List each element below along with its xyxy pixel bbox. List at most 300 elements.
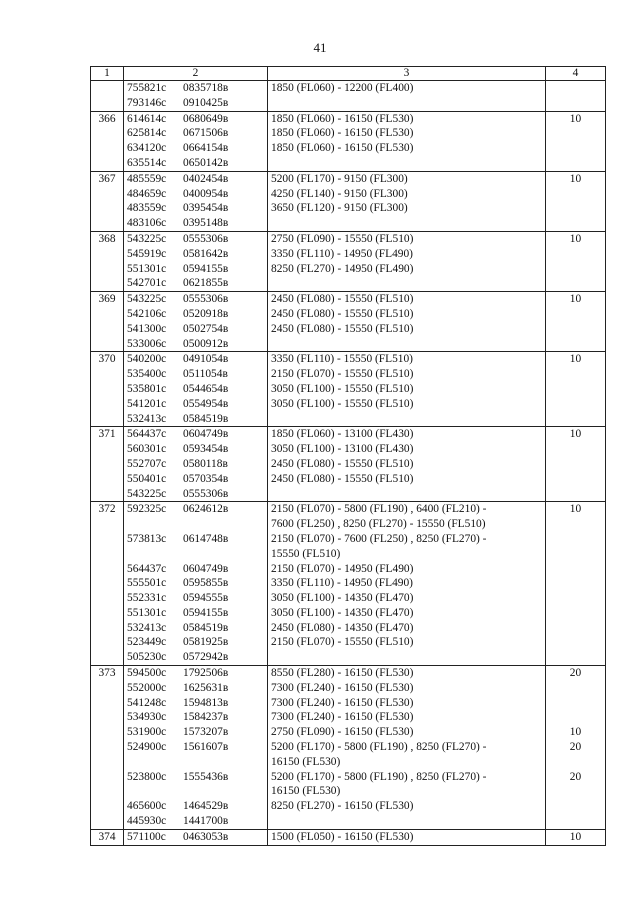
table-row (91, 427, 606, 502)
latitude: 594500с (127, 667, 167, 680)
altitude-range-cell (268, 171, 546, 231)
coordinate-line (127, 307, 264, 322)
altitude-range: 1850 (FL060) - 13100 (FL430) (271, 428, 414, 441)
header-cell-2: 2 (124, 67, 268, 81)
altitude-range: 3350 (FL110) - 15550 (FL510) (271, 353, 413, 366)
altitude-range (271, 216, 542, 231)
header-cell-1: 1 (91, 67, 124, 81)
value (549, 799, 602, 814)
value (549, 367, 602, 382)
longitude: 0584519в (183, 621, 229, 634)
coordinate-line (127, 262, 264, 277)
longitude: 0594555в (183, 592, 229, 605)
altitude-range (271, 412, 542, 427)
coordinates-cell (124, 829, 268, 845)
latitude: 614614с (127, 112, 167, 125)
altitude-range: 2450 (FL080) - 15550 (FL510) (271, 307, 414, 320)
value-cell (546, 292, 606, 352)
latitude: 592325с (127, 503, 167, 516)
latitude: 523449с (127, 636, 167, 649)
altitude-range: 15550 (FL510) (271, 547, 341, 560)
row-number-cell: 374 (91, 829, 124, 845)
latitude: 542701с (127, 277, 167, 290)
value (549, 307, 602, 322)
altitude-range: 5200 (FL170) - 5800 (FL190) , 8250 (FL270) - (271, 770, 487, 783)
altitude-range: 2450 (FL080) - 15550 (FL510) (271, 457, 414, 470)
longitude: 0555306в (183, 293, 229, 306)
value-cell (546, 352, 606, 427)
longitude: 0395148в (183, 217, 229, 230)
row-number-cell: 366 (91, 111, 124, 171)
latitude: 445930с (127, 815, 167, 828)
coordinate-line (127, 442, 264, 457)
altitude-range-cell (268, 292, 546, 352)
latitude: 555501с (127, 577, 167, 590)
latitude: 573813с (127, 532, 167, 545)
latitude: 543225с (127, 293, 167, 306)
altitude-range: 7300 (FL240) - 16150 (FL530) (271, 681, 414, 694)
table-row (91, 81, 606, 112)
value (549, 650, 602, 665)
altitude-range-cell (268, 352, 546, 427)
latitude: 793146с (127, 96, 167, 109)
value-cell (546, 427, 606, 502)
coordinate-line (127, 517, 264, 532)
table-row (91, 666, 606, 830)
latitude: 550401с (127, 472, 167, 485)
longitude: 1584237в (183, 711, 229, 724)
longitude: 0835718в (183, 82, 229, 94)
coordinate-line (127, 666, 264, 681)
value (549, 621, 602, 636)
latitude: 535801с (127, 382, 167, 395)
table-row (91, 352, 606, 427)
altitude-range (271, 650, 542, 665)
value-cell (546, 171, 606, 231)
longitude: 0621855в (183, 277, 229, 290)
altitude-range: 2450 (FL080) - 14350 (FL470) (271, 621, 414, 634)
value-cell (546, 829, 606, 845)
longitude: 0624612в (183, 503, 229, 516)
row-number-cell: 370 (91, 352, 124, 427)
table-row (91, 171, 606, 231)
value (549, 576, 602, 591)
coordinate-line (127, 472, 264, 487)
altitude-range: 2150 (FL070) - 15550 (FL510) (271, 368, 414, 381)
coordinate-line (127, 650, 264, 665)
longitude: 0554954в (183, 397, 229, 410)
longitude: 0594155в (183, 262, 229, 275)
altitude-range (271, 814, 542, 829)
latitude: 542106с (127, 307, 167, 320)
longitude: 1561607в (183, 741, 229, 754)
latitude: 541248с (127, 696, 167, 709)
latitude: 541300с (127, 322, 167, 335)
coordinate-line (127, 367, 264, 382)
coordinates-cell (124, 231, 268, 291)
latitude: 523800с (127, 770, 167, 783)
altitude-range: 5200 (FL170) - 5800 (FL190) , 8250 (FL270) - (271, 741, 487, 754)
latitude: 483106с (127, 217, 167, 230)
row-number-cell: 369 (91, 292, 124, 352)
longitude: 1464529в (183, 800, 229, 813)
coordinate-line (127, 784, 264, 799)
coordinate-line (127, 126, 264, 141)
coordinates-cell (124, 81, 268, 112)
longitude: 0502754в (183, 322, 229, 335)
coordinate-line (127, 172, 264, 187)
longitude: 1625631в (183, 681, 229, 694)
longitude: 0580118в (183, 457, 228, 470)
row-number-cell: 367 (91, 171, 124, 231)
coordinate-line (127, 156, 264, 171)
altitude-range: 3050 (FL100) - 15550 (FL510) (271, 397, 414, 410)
value (549, 814, 602, 829)
value: 10 (569, 293, 582, 306)
value: 10 (569, 503, 582, 516)
coordinate-line (127, 247, 264, 262)
altitude-range: 7300 (FL240) - 16150 (FL530) (271, 711, 414, 724)
altitude-range-cell (268, 427, 546, 502)
longitude: 0581642в (183, 247, 229, 260)
coordinate-line (127, 502, 264, 517)
latitude: 634120с (127, 142, 167, 155)
altitude-range-cell (268, 502, 546, 666)
altitude-range-cell (268, 829, 546, 845)
value (549, 141, 602, 156)
value (549, 126, 602, 141)
longitude: 0671506в (183, 127, 229, 140)
latitude: 483559с (127, 202, 167, 215)
longitude: 1792506в (183, 667, 229, 680)
coordinate-line (127, 201, 264, 216)
latitude: 755821с (127, 82, 167, 94)
coordinate-line (127, 141, 264, 156)
latitude: 560301с (127, 443, 167, 456)
latitude: 505230с (127, 651, 167, 664)
altitude-range: 3050 (FL100) - 14350 (FL470) (271, 606, 414, 619)
latitude: 532413с (127, 412, 167, 425)
altitude-range: 2450 (FL080) - 15550 (FL510) (271, 293, 414, 306)
longitude: 0402454в (183, 172, 229, 185)
altitude-range: 3050 (FL100) - 15550 (FL510) (271, 382, 414, 395)
coordinate-line (127, 799, 264, 814)
altitude-range (271, 96, 542, 111)
longitude: 0400954в (183, 187, 229, 200)
coordinate-line (127, 621, 264, 636)
value (549, 457, 602, 472)
latitude: 551301с (127, 606, 167, 619)
table-row (91, 829, 606, 845)
header-cell-3: 3 (268, 67, 546, 81)
coordinate-line (127, 487, 264, 502)
value: 10 (569, 428, 582, 441)
coordinate-line (127, 216, 264, 231)
value-cell (546, 111, 606, 171)
latitude: 541201с (127, 397, 167, 410)
altitude-range: 3350 (FL110) - 14950 (FL490) (271, 247, 413, 260)
longitude: 1441700в (183, 815, 229, 828)
value: 10 (569, 830, 582, 843)
coordinates-cell (124, 502, 268, 666)
latitude: 571100с (127, 830, 166, 843)
altitude-range: 1850 (FL060) - 16150 (FL530) (271, 142, 414, 155)
coordinate-line (127, 427, 264, 442)
altitude-range: 1850 (FL060) - 12200 (FL400) (271, 82, 414, 94)
coordinates-cell (124, 427, 268, 502)
latitude: 552707с (127, 457, 167, 470)
longitude: 0581925в (183, 636, 229, 649)
table-row (91, 292, 606, 352)
latitude: 564437с (127, 428, 167, 441)
value (549, 487, 602, 502)
value (549, 710, 602, 725)
latitude: 625814с (127, 127, 167, 140)
altitude-range: 3050 (FL100) - 14350 (FL470) (271, 592, 414, 605)
longitude: 0500912в (183, 337, 229, 350)
longitude: 0595855в (183, 577, 229, 590)
longitude: 0395454в (183, 202, 229, 215)
coordinate-line (127, 322, 264, 337)
longitude: 0614748в (183, 532, 229, 545)
longitude: 0555306в (183, 232, 229, 245)
altitude-range: 2450 (FL080) - 15550 (FL510) (271, 472, 414, 485)
latitude: 551301с (127, 262, 167, 275)
coordinate-line (127, 740, 264, 755)
value (549, 472, 602, 487)
altitude-range-cell (268, 111, 546, 171)
row-number-cell: 371 (91, 427, 124, 502)
value (549, 216, 602, 231)
coordinate-line (127, 814, 264, 829)
value-cell (546, 231, 606, 291)
altitude-range: 4250 (FL140) - 9150 (FL300) (271, 187, 408, 200)
latitude: 465600с (127, 800, 167, 813)
value: 10 (569, 172, 582, 185)
latitude: 635514с (127, 156, 167, 169)
altitude-range: 16150 (FL530) (271, 755, 341, 768)
coordinate-line (127, 830, 264, 845)
table-row (91, 111, 606, 171)
value-cell (546, 502, 606, 666)
altitude-range: 5200 (FL170) - 9150 (FL300) (271, 172, 408, 185)
table-row (91, 231, 606, 291)
value: 20 (569, 770, 582, 783)
longitude: 0594155в (183, 606, 229, 619)
coordinate-line (127, 635, 264, 650)
altitude-range: 2150 (FL070) - 14950 (FL490) (271, 562, 414, 575)
value (549, 562, 602, 577)
altitude-range (271, 276, 542, 291)
coordinate-line (127, 382, 264, 397)
coordinate-line (127, 576, 264, 591)
value (549, 201, 602, 216)
coordinate-line (127, 770, 264, 785)
latitude: 524900с (127, 741, 167, 754)
value (549, 382, 602, 397)
coordinate-line (127, 187, 264, 202)
latitude: 484659с (127, 187, 167, 200)
altitude-range-cell (268, 81, 546, 112)
altitude-range: 2450 (FL080) - 15550 (FL510) (271, 322, 414, 335)
altitude-range: 8550 (FL280) - 16150 (FL530) (271, 667, 414, 680)
longitude: 0664154в (183, 142, 229, 155)
row-number-cell: 368 (91, 231, 124, 291)
longitude: 0604749в (183, 562, 229, 575)
value (549, 696, 602, 711)
header-cell-4: 4 (546, 67, 606, 81)
header-row (91, 67, 606, 81)
latitude: 545919с (127, 247, 167, 260)
latitude: 535400с (127, 368, 167, 381)
longitude: 0910425в (183, 96, 229, 109)
altitude-range (271, 487, 542, 502)
coordinates-cell (124, 292, 268, 352)
longitude: 1555436в (183, 770, 229, 783)
coordinate-line (127, 112, 264, 127)
coordinate-line (127, 412, 264, 427)
coordinate-line (127, 457, 264, 472)
longitude: 0572942в (183, 651, 229, 664)
altitude-range: 2750 (FL090) - 15550 (FL510) (271, 232, 414, 245)
coordinate-line (127, 562, 264, 577)
longitude: 0544654в (183, 382, 229, 395)
coordinate-line (127, 606, 264, 621)
page-number: 41 (313, 40, 327, 55)
value (549, 606, 602, 621)
value (549, 322, 602, 337)
latitude: 543225с (127, 232, 167, 245)
longitude: 0593454в (183, 443, 229, 456)
altitude-range: 3350 (FL110) - 14950 (FL490) (271, 577, 413, 590)
coordinate-line (127, 591, 264, 606)
longitude: 0520918в (183, 307, 229, 320)
longitude: 0463053в (183, 830, 229, 843)
row-number-cell: 372 (91, 502, 124, 666)
table-body (91, 67, 606, 846)
row-number-cell: 373 (91, 666, 124, 830)
altitude-range: 2150 (FL070) - 5800 (FL190) , 6400 (FL210) - (271, 503, 487, 516)
value (549, 397, 602, 412)
coordinate-line (127, 337, 264, 352)
latitude: 531900с (127, 726, 167, 739)
value (549, 247, 602, 262)
value (549, 784, 602, 799)
coordinate-line (127, 696, 264, 711)
value: 10 (569, 353, 582, 366)
longitude: 0680649в (183, 112, 229, 125)
latitude: 552000с (127, 681, 167, 694)
coordinate-line (127, 352, 264, 367)
value-cell (546, 81, 606, 112)
altitude-range: 2150 (FL070) - 7600 (FL250) , 8250 (FL270) - (271, 532, 487, 545)
altitude-range: 3650 (FL120) - 9150 (FL300) (271, 202, 408, 215)
coordinates-cell (124, 171, 268, 231)
altitude-range-cell (268, 231, 546, 291)
coordinates-cell (124, 666, 268, 830)
coordinates-cell (124, 111, 268, 171)
coordinate-line (127, 81, 264, 96)
coordinate-line (127, 547, 264, 562)
value (549, 635, 602, 650)
longitude: 0491054в (183, 353, 229, 366)
longitude: 0650142в (183, 156, 229, 169)
coordinate-line (127, 755, 264, 770)
value (549, 412, 602, 427)
row-number-cell (91, 81, 124, 112)
altitude-range: 1850 (FL060) - 16150 (FL530) (271, 112, 414, 125)
coordinate-line (127, 532, 264, 547)
value (549, 156, 602, 171)
altitude-range: 8250 (FL270) - 16150 (FL530) (271, 800, 414, 813)
airspace-table (90, 66, 606, 846)
value (549, 276, 602, 291)
latitude: 532413с (127, 621, 167, 634)
altitude-range: 16150 (FL530) (271, 785, 341, 798)
value (549, 547, 602, 562)
longitude: 0584519в (183, 412, 229, 425)
value: 10 (569, 232, 582, 245)
coordinate-line (127, 96, 264, 111)
value: 10 (569, 726, 582, 739)
value: 20 (569, 667, 582, 680)
latitude: 534930с (127, 711, 167, 724)
altitude-range: 1850 (FL060) - 16150 (FL530) (271, 127, 414, 140)
altitude-range (271, 337, 542, 352)
value (549, 442, 602, 457)
longitude: 0555306в (183, 487, 229, 500)
value (549, 532, 602, 547)
altitude-range: 1500 (FL050) - 16150 (FL530) (271, 830, 414, 843)
latitude: 533006с (127, 337, 167, 350)
altitude-range: 2750 (FL090) - 16150 (FL530) (271, 726, 414, 739)
longitude: 0511054в (183, 368, 228, 381)
altitude-range (271, 156, 542, 171)
value (549, 591, 602, 606)
longitude: 0604749в (183, 428, 229, 441)
value (549, 681, 602, 696)
value (549, 755, 602, 770)
value (549, 187, 602, 202)
latitude: 485559с (127, 172, 167, 185)
altitude-range-cell (268, 666, 546, 830)
longitude: 1573207в (183, 726, 229, 739)
value-cell (546, 666, 606, 830)
altitude-range: 7300 (FL240) - 16150 (FL530) (271, 696, 414, 709)
longitude: 0570354в (183, 472, 229, 485)
value: 10 (569, 112, 582, 125)
longitude: 1594813в (183, 696, 229, 709)
coordinate-line (127, 710, 264, 725)
value (549, 517, 602, 532)
table-row (91, 502, 606, 666)
coordinates-cell (124, 352, 268, 427)
coordinate-line (127, 397, 264, 412)
value (549, 262, 602, 277)
coordinate-line (127, 725, 264, 740)
latitude: 552331с (127, 592, 167, 605)
coordinate-line (127, 292, 264, 307)
coordinate-line (127, 232, 264, 247)
value (549, 81, 602, 96)
value: 20 (569, 741, 582, 754)
altitude-range: 8250 (FL270) - 14950 (FL490) (271, 262, 414, 275)
coordinate-line (127, 276, 264, 291)
coordinate-line (127, 681, 264, 696)
value (549, 96, 602, 111)
altitude-range: 2150 (FL070) - 15550 (FL510) (271, 636, 414, 649)
altitude-range: 7600 (FL250) , 8250 (FL270) - 15550 (FL510) (271, 518, 486, 531)
